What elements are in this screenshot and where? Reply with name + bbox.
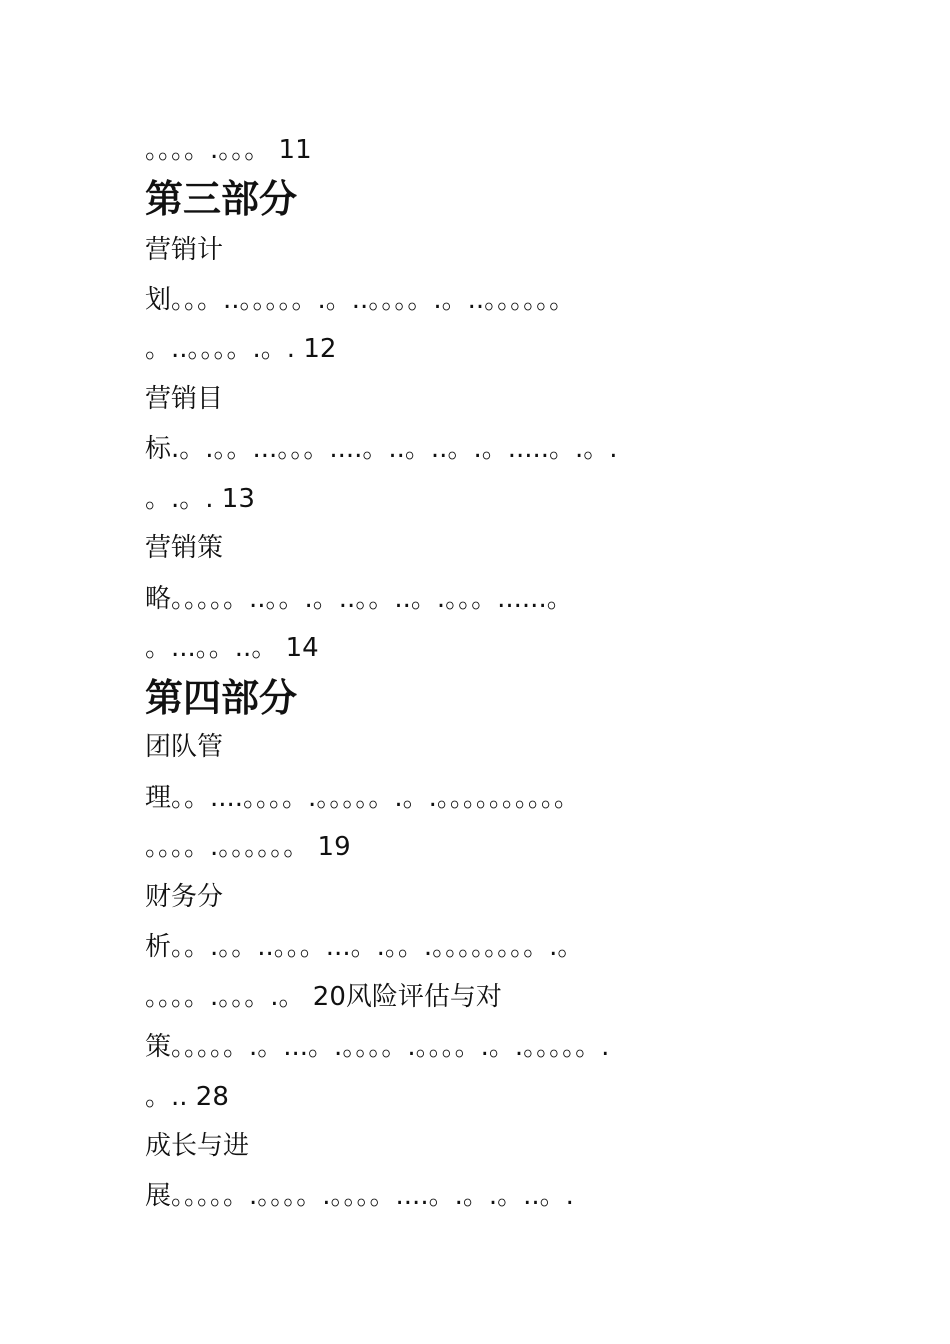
toc-entry-title: 成长与进 <box>145 1131 250 1161</box>
section-heading-part3: 第三部分 <box>145 177 298 221</box>
toc-entry-title: 营销目 <box>145 384 224 414</box>
toc-entry-title: 营销策 <box>145 533 224 563</box>
toc-entry-title: 团队管 <box>145 732 224 762</box>
toc-entry-page: 。。。。.。。。.。 20风险评估与对 <box>145 982 502 1012</box>
toc-entry-title: 营销计 <box>145 235 224 265</box>
toc-entry-page: 。。。。.。。。。。。 19 <box>145 832 351 862</box>
toc-entry-continuation: 。。。。.。。。 11 <box>145 135 312 165</box>
toc-entry-dots: 略。。。。。..。。.。..。。..。.。。。......。 <box>145 584 573 614</box>
toc-entry-dots: 标.。.。。...。。。....。..。..。.。.....。.。. <box>145 434 618 464</box>
toc-entry-dots: 析。。.。。..。。。...。.。。.。。。。。。。。.。 <box>145 932 584 962</box>
toc-entry-page: 。...。。..。 14 <box>145 633 319 663</box>
toc-entry-page: 。..。。。。.。. 12 <box>145 334 337 364</box>
toc-entry-dots: 划。。。..。。。。。.。..。。。。.。..。。。。。。 <box>145 285 576 315</box>
toc-entry-dots: 策。。。。。.。...。.。。。。.。。。。.。.。。。。。. <box>145 1032 610 1062</box>
toc-entry-dots: 理。。....。。。。.。。。。。.。.。。。。。。。。。。 <box>145 783 580 813</box>
section-heading-part4: 第四部分 <box>145 676 298 720</box>
toc-entry-dots: 展。。。。。.。。。。.。。。。....。.。.。..。. <box>145 1181 574 1211</box>
toc-entry-page: 。.. 28 <box>145 1082 229 1112</box>
toc-entry-page: 。.。. 13 <box>145 484 255 514</box>
toc-entry-title: 财务分 <box>145 882 224 912</box>
